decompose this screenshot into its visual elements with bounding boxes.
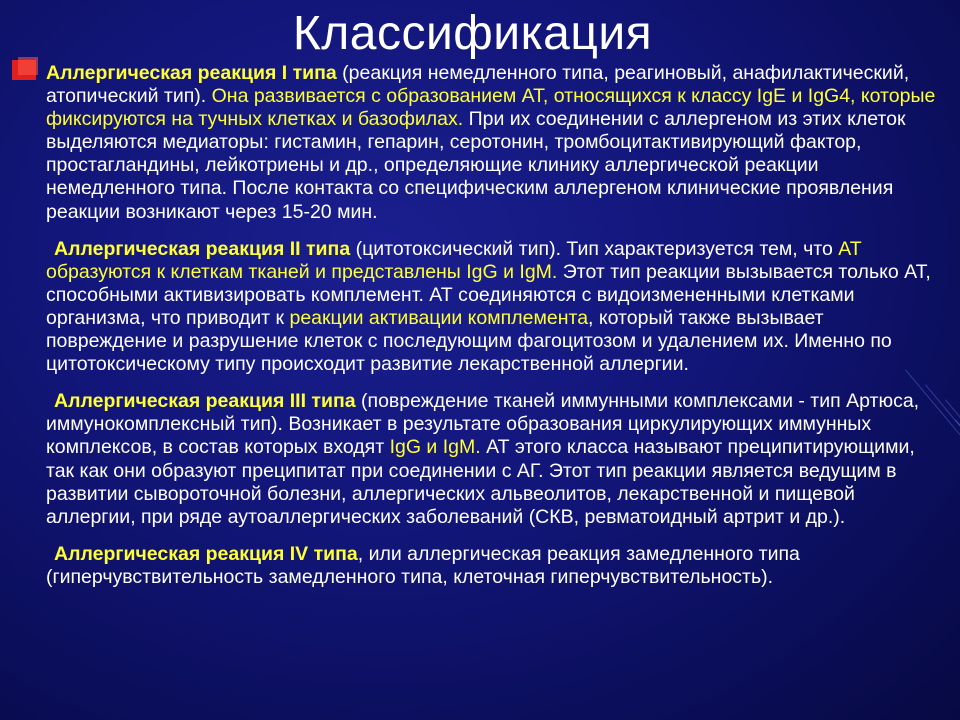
paragraph-type-1 [46,62,946,224]
paragraph-text: (реакция немедленного типа, реагиновый, анафилактический, атопический тип). [46,62,910,108]
paragraph-heading: Аллергическая реакция III типа [54,390,356,413]
paragraph-text: АТ этого класса называют преципитирующими, так как они образуют преципитат при соединении с АГ. Этот тип реакции является ведущим в развитии сывороточной болезни, аллергических альвеолитов, лекарственной и пищевой аллергии, при ряде аутоаллергических заболеваний (СКВ, ревматоидный артрит и др.). [46,436,915,528]
paragraph-text: , который также вызывает повреждение и разрушение клеток с последующим фагоцитозом и удалением их. Именно по цитотоксическому типу происходит развитие лекарственной аллергии. [46,306,892,376]
slide-title: Классификация [292,7,653,60]
paragraph-type-2 [46,238,946,377]
paragraph-text: Этот тип реакции вызывается только АТ, способными активизировать комплемент. АТ соединяются с видоизмененными клетками организма, что приводит к [46,260,931,329]
paragraph-text: При их соединении с аллергеном из этих клеток выделяются медиаторы: гистамин, гепарин, серотонин, тромбоцитактивирующий фактор, простагландины, лейкотриены и др., определяющие клинику аллергической реакции немедленного типа. После контакта со специфическим аллергеном клинические проявления реакции возникают через 15-20 мин. [46,108,906,223]
paragraph-heading: Аллергическая реакция II типа [54,237,351,260]
paragraph-type-3 [46,390,946,529]
paragraph-type-4 [46,543,946,589]
paragraph-heading: Аллергическая реакция I типа [46,62,337,84]
highlighted-text: реакции активации комплемента [289,306,589,329]
bullet-square-shadow [18,57,38,75]
slide-content [46,62,946,603]
highlighted-text: IgG и IgM. [389,436,481,459]
highlighted-text: Она развивается с образованием АТ, относящихся к классу IgE и IgG4, которые фиксируются на тучных клетках и базофилах. [46,85,936,131]
paragraph-text: , или аллергическая реакция замедленного типа (гиперчувствительность замедленного типа, клеточная гиперчувствительность). [46,542,800,588]
paragraph-heading: Аллергическая реакция IV типа [54,542,358,565]
paragraph-text: (цитотоксический тип). Тип характеризуется тем, что [350,237,839,260]
paragraph-text: (повреждение тканей иммунными комплексами - тип Артюса, иммунокомплексный тип). Возникает в результате образования циркулирующих иммунных комплексов, в состав которых входят [46,390,920,459]
red-bullet-icon [12,57,38,83]
highlighted-text: АТ образуются к клеткам тканей и представлены IgG и IgM. [46,237,862,283]
